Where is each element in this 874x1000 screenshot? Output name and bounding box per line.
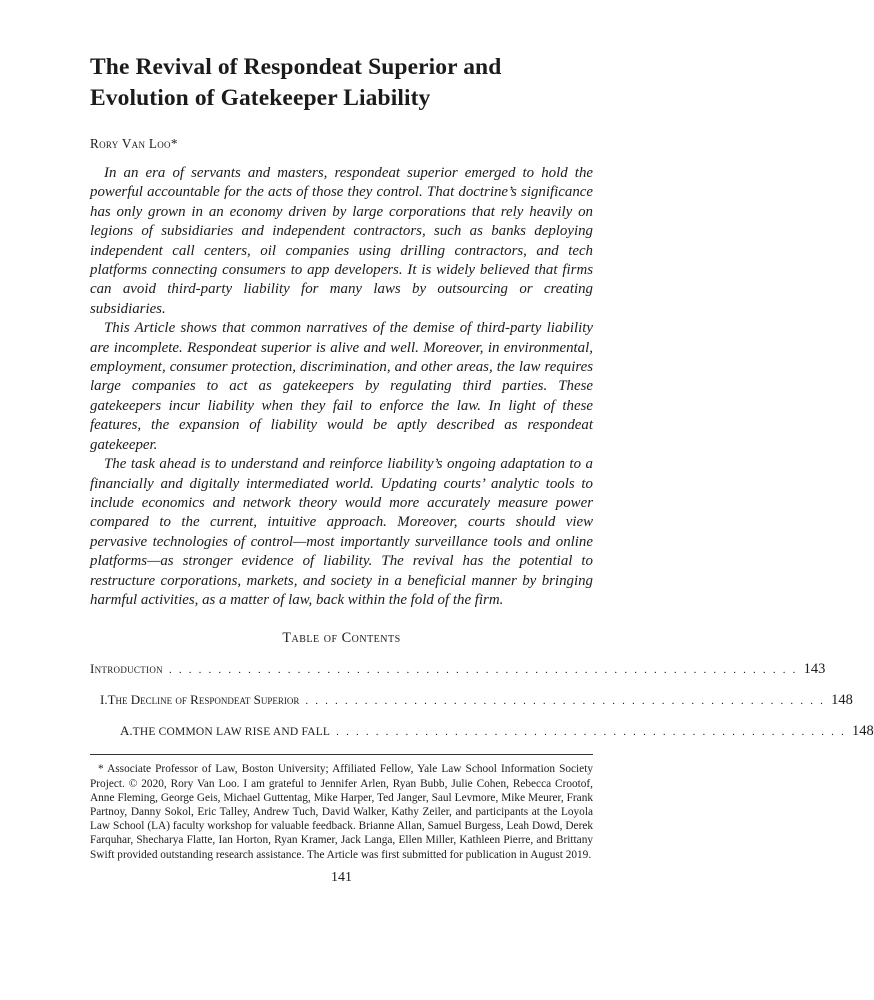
- article-title: The Revival of Respondeat Superior and Evolution of Gatekeeper Liability: [90, 54, 502, 111]
- toc-leader-dots: . . . . . . . . . . . . . . . . . . . . . . . . . . . . . . . . . . . . . . . . . . . . . . . . . . . . .: [305, 695, 826, 708]
- toc-entry-page: 143: [803, 661, 826, 678]
- abstract-paragraph: This Article shows that common narratives of the demise of third-party liability are incomplete. Respondeat superior is alive and well. Moreover, in environmental, employment, consumer protection, discrimination, and other areas, the law requires large companies to act as gatekeepers by regulating third parties. These gatekeepers incur liability when they fail to enforce the law. In light of these features, the expansion of liability would be aptly described as respondeat gatekeeper.: [90, 320, 593, 453]
- toc-entry-introduction[interactable]: [90, 661, 826, 678]
- toc-leader-dots: . . . . . . . . . . . . . . . . . . . . . . . . . . . . . . . . . . . . . . . . . . . . . . . . . . . .: [336, 726, 847, 739]
- toc-entry-number: A.: [120, 723, 133, 739]
- toc-entry-label: Introduction: [90, 661, 163, 677]
- author-name: Rory Van Loo*: [90, 136, 178, 151]
- article-page: [90, 52, 874, 886]
- toc-leader-dots: . . . . . . . . . . . . . . . . . . . . . . . . . . . . . . . . . . . . . . . . . . . . . . . . . . . . . . . . . . . . . . . .: [168, 664, 798, 677]
- table-of-contents: [90, 661, 874, 740]
- toc-entry-page: 148: [852, 723, 874, 740]
- toc-entry-part-one[interactable]: [90, 692, 853, 709]
- author-footnote: * Associate Professor of Law, Boston University; Affiliated Fellow, Yale Law School Information Society Project. © 2020, Rory Van Loo. I am grateful to Jennifer Arlen, Ryan Bubb, Julie Cohen, Rebecca Crootof, Anne Fleming, George Geis, Michael Guttentag, Mike Harper, Ted Janger, Saul Levmore, Mike Meurer, Frank Partnoy, Danny Sokol, Eric Talley, Andrew Tuch, David Walker, Kathy Zeiler, and participants at the Loyola Law School (LA) faculty workshop for valuable feedback. Brianne Allan, Samuel Burgess, Leah Dowd, Derek Farquhar, Shecharya Flatte, Ian Horton, Ryan Kramer, Jack Langa, Ellen Miller, Kathleen Pierre, and Brittany Swift provided outstanding research assistance. The Article was first submitted for publication in August 2019.: [90, 763, 593, 861]
- toc-entry-label: THE COMMON LAW RISE AND FALL: [132, 726, 331, 739]
- toc-entry-label: The Decline of Respondeat Superior: [107, 692, 300, 708]
- toc-heading: Table of Contents: [282, 630, 401, 647]
- abstract-paragraph: In an era of servants and masters, respondeat superior emerged to hold the powerful accountable for the acts of those they control. That doctrine’s significance has only grown in an economy driven by large corporations that rely heavily on legions of subsidiaries and independent contractors, such as banks deploying independent call centers, oil companies using drilling contractors, and tech platforms connecting consumers to app developers. It is widely believed that firms can avoid third-party liability for many laws by outsourcing or creating subsidiaries.: [90, 165, 593, 317]
- toc-entry-section-a[interactable]: [90, 723, 874, 740]
- abstract: [90, 164, 593, 610]
- footnote-divider: [90, 754, 593, 755]
- toc-entry-page: 148: [831, 692, 853, 709]
- page-number: 141: [331, 869, 352, 885]
- abstract-paragraph: The task ahead is to understand and reinforce liability’s ongoing adaptation to a financially and digitally intermediated world. Updating courts’ analytic tools to include economics and network theory would more accurately measure power compared to the current, intuitive approach. Moreover, courts should view pervasive technologies of control—most importantly surveillance tools and online platforms—as stronger evidence of liability. The revival has the potential to restructure corporations, markets, and society in a beneficial manner by bringing harmful activities, as a matter of law, back within the fold of the firm.: [90, 456, 593, 608]
- toc-entry-number: I.: [100, 692, 108, 708]
